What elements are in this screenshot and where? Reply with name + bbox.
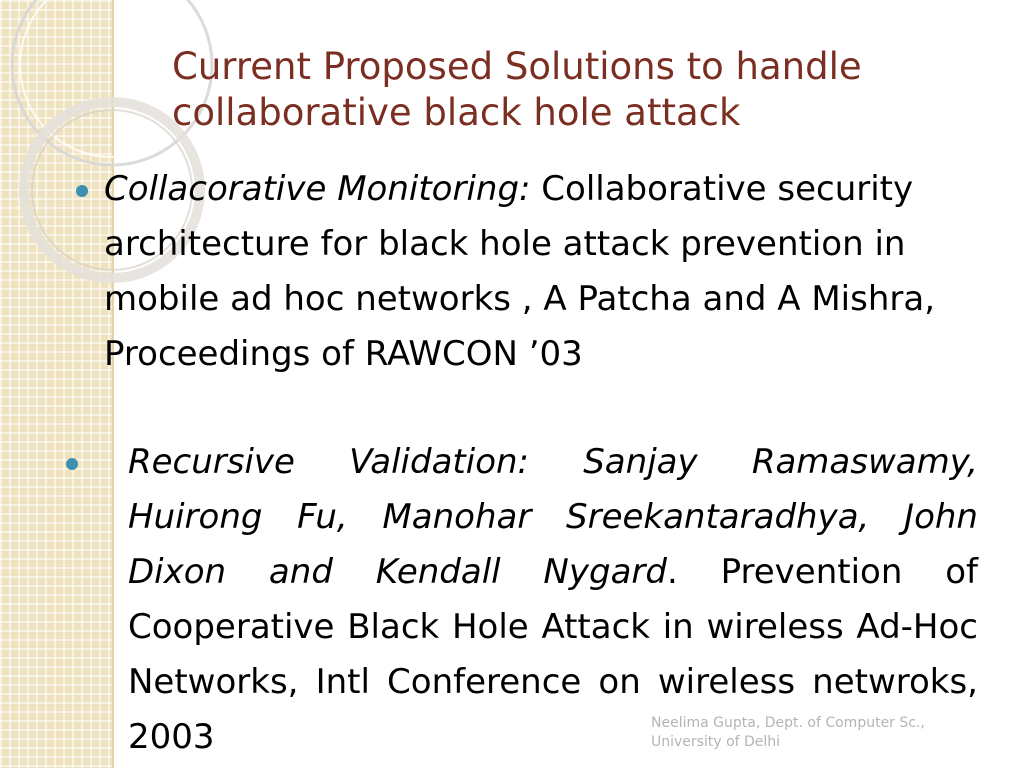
- bullet-body: Collaborative security architecture for black hole attack prevention in mobile ad hoc networks , A Patcha and A Mishra, Proceedings of RAWCON ’03: [104, 169, 936, 374]
- bullet-dot-icon: [66, 458, 78, 470]
- bullet-item-collaborative-monitoring: [104, 162, 1004, 382]
- footer-line-1: Neelima Gupta, Dept. of Computer Sc.,: [651, 715, 925, 731]
- slide-title: [172, 44, 992, 136]
- bullet-dot-icon: [76, 185, 88, 197]
- slide-title-line-2: collaborative black hole attack: [172, 91, 741, 134]
- bullet-label: Recursive Validation: Sanjay Ramaswamy, Huirong Fu, Manohar Sreekantaradhya, John Dixon and Kendall Nygard: [128, 442, 978, 592]
- footer-credit: [651, 714, 981, 752]
- bullet-body: . Prevention of Cooperative Black Hole Attack in wireless Ad-Hoc Networks, Intl Conference on wireless netwroks, 2003: [128, 552, 978, 757]
- footer-line-2: University of Delhi: [651, 734, 781, 750]
- bullet-label: Collacorative Monitoring:: [104, 169, 531, 209]
- slide-title-line-1: Current Proposed Solutions to handle: [172, 45, 862, 88]
